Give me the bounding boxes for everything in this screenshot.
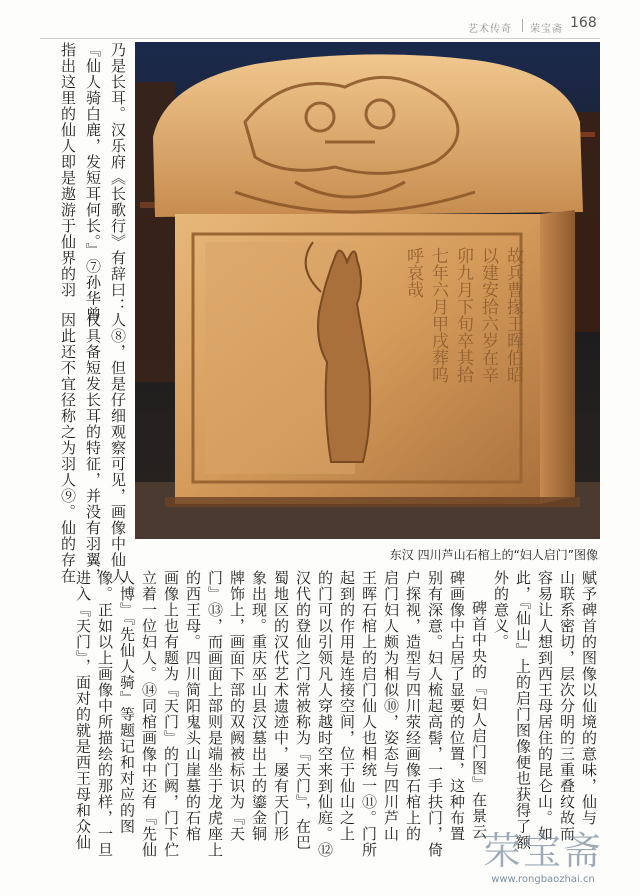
publisher-watermark — [468, 820, 618, 896]
watermark-logo: 荣宝斋 — [482, 829, 603, 873]
text-column: 指出这里的仙人即是遨游于仙界的羽 — [59, 42, 77, 298]
text-column: 此，『仙山』上的启门图像便也获得了额 — [514, 570, 532, 851]
running-head-series: 艺术传奇 — [468, 24, 512, 35]
text-column: 画像上也有题为『天门』的门阙，门下伫 — [162, 570, 180, 858]
text-column: 人⑧，但是仔细观察可见，画像中仙人 — [109, 312, 127, 584]
text-column: 汉代的登仙之门常被称为『天门』，在巴 — [294, 570, 312, 851]
figure-caption: 东汉 四川芦山石棺上的“妇人启门”图像 — [389, 548, 598, 562]
text-column: 仅具备短发长耳的特征，并没有羽翼， — [84, 312, 102, 584]
inscription-column: 以建安拾六岁在辛 — [478, 247, 498, 383]
text-column: 碑画像中占居了显要的位置，这种布置 — [448, 570, 466, 842]
text-column: 的门可以引领凡人穿越时空来到仙庭。⑫ — [316, 570, 334, 858]
header-rule — [40, 38, 600, 39]
text-column: 山联系密切，层次分明的三重叠纹故而 — [558, 570, 576, 842]
text-column: 赋予碑首的图像以仙境的意味，仙与 — [580, 570, 598, 826]
text-column: 别有深意。妇人梳起高髻，一手扶门，倚 — [426, 570, 444, 858]
text-column: 容易让人想到西王母居住的昆仑山。如 — [536, 570, 554, 842]
text-column: 人博』『先仙人骑』等题记和对应的图 — [118, 570, 136, 835]
text-column: 起到的作用是连接空间，位于仙山之上 — [338, 570, 356, 842]
text-column: 牌饰上，画面下部的双阙被标识为『天 — [228, 570, 246, 842]
text-column: 蜀地区的汉代艺术遗迹中，屡有天门形 — [272, 570, 290, 842]
text-column: 立着一位妇人。⑭同棺画像中还有『先仙 — [140, 570, 158, 858]
inscription-column: 呼哀哉 — [403, 247, 423, 298]
watermark-url: www.rongbaozhai.cn — [491, 874, 595, 885]
text-column: 进入『天门』，面对的就是西王母和众仙 — [74, 570, 92, 851]
text-column: 因此还不宜径称之为羽人⑨。仙的存在 — [59, 312, 77, 584]
inscription-column: 七年六月甲戌葬呜 — [428, 247, 448, 383]
text-column: 碑首中央的『妇人启门图』在景云 — [470, 600, 488, 840]
inscription-column: 故兵曹掾王晖伯昭 — [503, 247, 523, 383]
running-head-section: 荣宝斋 — [530, 24, 563, 35]
text-column: 启门妇人颇为相似⑩，姿态与四川芦山 — [382, 570, 400, 842]
text-column: 户探视，造型与四川荥经画像石棺上的 — [404, 570, 422, 842]
text-column: 像。正如以上画像中所描绘的那样，一旦 — [96, 570, 114, 858]
inscription-column: 卯九月下旬卒其拾 — [453, 247, 473, 383]
page-header — [0, 0, 640, 40]
text-column: 象出现。重庆巫山县汉墓出土的鎏金铜 — [250, 570, 268, 842]
header-separator — [522, 19, 523, 32]
stone-coffin-photo — [135, 42, 600, 539]
text-column: 『仙人骑白鹿，发短耳何长。』⑦孙华曾 — [84, 42, 102, 323]
text-column: 外的意义。 — [492, 570, 510, 650]
page-number: 168 — [570, 15, 597, 31]
text-column: 王晖石棺上的启门仙人也相统一⑪。门所 — [360, 570, 378, 858]
text-column: 乃是长耳。汉乐府《长歌行》有辞曰： — [109, 42, 127, 314]
text-column: 门』⑬，而画面上部则是端坐于龙虎座上 — [206, 570, 224, 858]
stone-coffin-illustration — [135, 42, 600, 539]
text-column: 的西王母。四川简阳鬼头山崖墓的石棺 — [184, 570, 202, 842]
